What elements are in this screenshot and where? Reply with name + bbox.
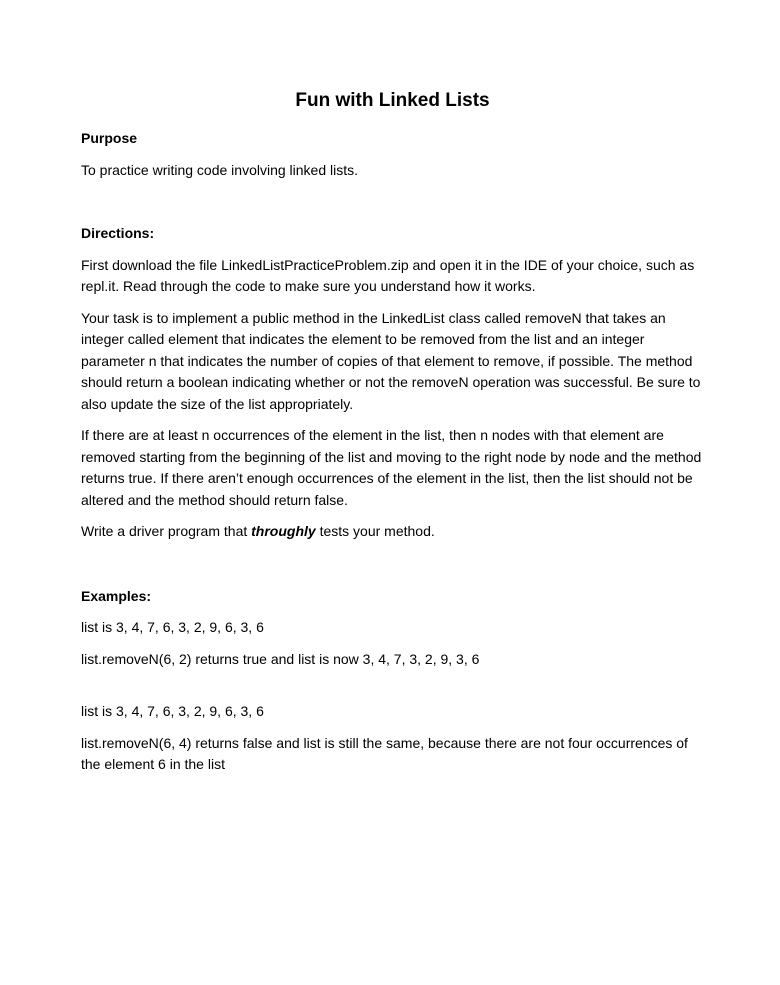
examples-heading: Examples: [81,587,152,604]
directions-paragraph-driver [81,521,708,543]
example-2-list: list is 3, 4, 7, 6, 3, 2, 9, 6, 3, 6 [81,703,264,719]
directions-paragraph-occurrences: If there are at least n occurrences of the element in the list, then n nodes with that element are removed starting from the beginning of the list and moving to the right node by node and the method returns true. If there aren’t enough occurrences of the element in the list, then the list should not be altered and the method should return false. [81,427,702,508]
purpose-heading: Purpose [81,130,138,146]
example-1-list: list is 3, 4, 7, 6, 3, 2, 9, 6, 3, 6 [81,619,264,635]
directions-paragraph-download: First download the file LinkedListPracticeProblem.zip and open it in the IDE of your choice, such as repl.it. Read through the code to make sure you understand how it works. [81,256,695,294]
directions-heading: Directions: [81,225,155,241]
example-1-call: list.removeN(6, 2) returns true and list is now 3, 4, 7, 3, 2, 9, 3, 6 [81,650,480,667]
directions-paragraph-task: Your task is to implement a public method in the LinkedList class called removeN that takes an integer called element that indicates the element to be removed from the list and an integer parameter n that indicates the number of copies of that element to remove, if possible. The method should return a boolean indicating whether or not the removeN operation was successful. Be sure to also update the size of the list appropriately. [81,309,701,412]
document-page [0,88,780,985]
document-title: Fun with Linked Lists [295,90,490,111]
driver-text-before: Write a driver program that [81,523,252,539]
driver-text-after: tests your method. [315,523,435,539]
purpose-text: To practice writing code involving linked lists. [81,161,359,178]
example-2-call: list.removeN(6, 4) returns false and list is still the same, because there are not four occurrences of the element 6 in the list [81,734,688,772]
driver-text-emphasis: throughly [251,523,316,539]
